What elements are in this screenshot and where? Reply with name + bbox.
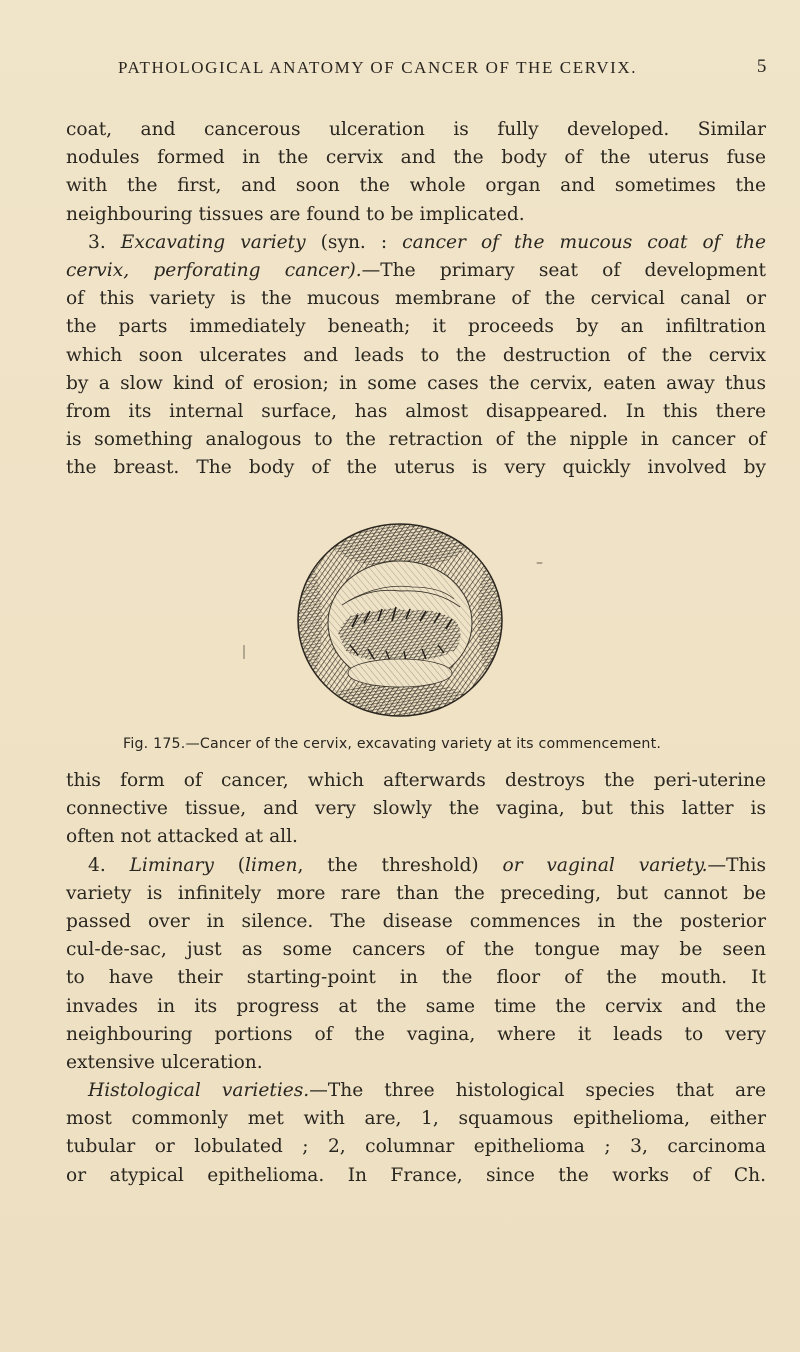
text-line: the breast. The body of the uterus is very quickly involved by [66,457,766,479]
variety-name: Liminary [129,854,214,876]
synonym-text: cancer of the mucous coat of the [402,231,766,253]
section-number: 4. [88,854,130,876]
text-line: passed over in silence. The disease commences in the posterior [66,910,766,932]
engraving-ulcerated-zone [338,607,461,661]
cervix-engraving-illustration [240,523,560,793]
engraving-lower-lip [348,659,452,687]
section-number: 3. [88,231,121,253]
text-line: coat, and cancerous ulceration is fully developed. Similar [66,119,766,140]
variety-name: or vaginal variety. [502,854,708,876]
synonym-text: cervix, perforating cancer). [66,259,362,281]
text-line: with the first, and soon the whole organ and sometimes the [66,175,766,197]
text-line: neighbouring tissues are found to be implicated. [66,203,525,225]
running-head-title: PATHOLOGICAL ANATOMY OF CANCER OF THE CERVIX. [118,58,638,77]
running-head [118,58,768,88]
subsection-title: Histological varieties. [88,1080,310,1102]
section-heading-liminary [66,852,766,880]
text-line: tubular or lobulated ; 2, columnar epithelioma ; 3, carcinoma [66,1136,766,1158]
body-text-bottom [66,767,766,1190]
text-line: variety is infinitely more rare than the preceding, but cannot be [66,882,766,904]
text-fragment: ( [213,854,245,876]
text-line: which soon ulcerates and leads to the destruction of the cervix [66,344,766,366]
text-fragment: (syn. : [305,231,403,253]
figure-caption: Fig. 175.—Cancer of the cervix, excavating variety at its commencement. [123,736,662,752]
text-line: of this variety is the mucous membrane of the cervical canal or [66,288,766,310]
text-line: often not attacked at all. [66,826,298,848]
text-line: from its internal surface, has almost disappeared. In this there [66,400,766,422]
text-line: cul-de-sac, just as some cancers of the tongue may be seen [66,939,766,961]
page-number: 5 [756,56,768,77]
section-heading-histological [66,1077,766,1105]
text-line: this form of cancer, which afterwards destroys the peri-uterine [66,770,766,791]
text-line: or atypical epithelioma. In France, since the works of Ch. [66,1164,766,1186]
text-line: is something analogous to the retraction of the nipple in cancer of [66,429,766,451]
text-line [66,257,766,285]
text-line: neighbouring portions of the vagina, where it leads to very [66,1023,766,1045]
variety-name: Excavating variety [120,231,306,253]
text-fragment: —The three histological species that are [309,1080,766,1102]
text-line: invades in its progress at the same time the cervix and the [66,995,766,1017]
text-line: the parts immediately beneath; it proceeds by an infiltration [66,316,766,338]
latin-term: limen [245,854,298,876]
body-text-top [66,116,766,482]
text-fragment: —This [707,854,767,876]
text-fragment: —The primary seat of development [361,259,767,281]
engraving-mark: – [536,555,543,571]
text-line: nodules formed in the cervix and the body of the uterus fuse [66,147,766,169]
text-line: extensive ulceration. [66,1051,263,1073]
text-line: to have their starting-point in the floor of the mouth. It [66,967,766,989]
text-fragment: , the threshold) [297,854,503,876]
text-line: most commonly met with are, 1, squamous epithelioma, either [66,1108,766,1130]
text-line: by a slow kind of erosion; in some cases the cervix, eaten away thus [66,372,766,394]
section-heading-excavating [66,229,766,257]
text-line: connective tissue, and very slowly the vagina, but this latter is [66,798,766,820]
